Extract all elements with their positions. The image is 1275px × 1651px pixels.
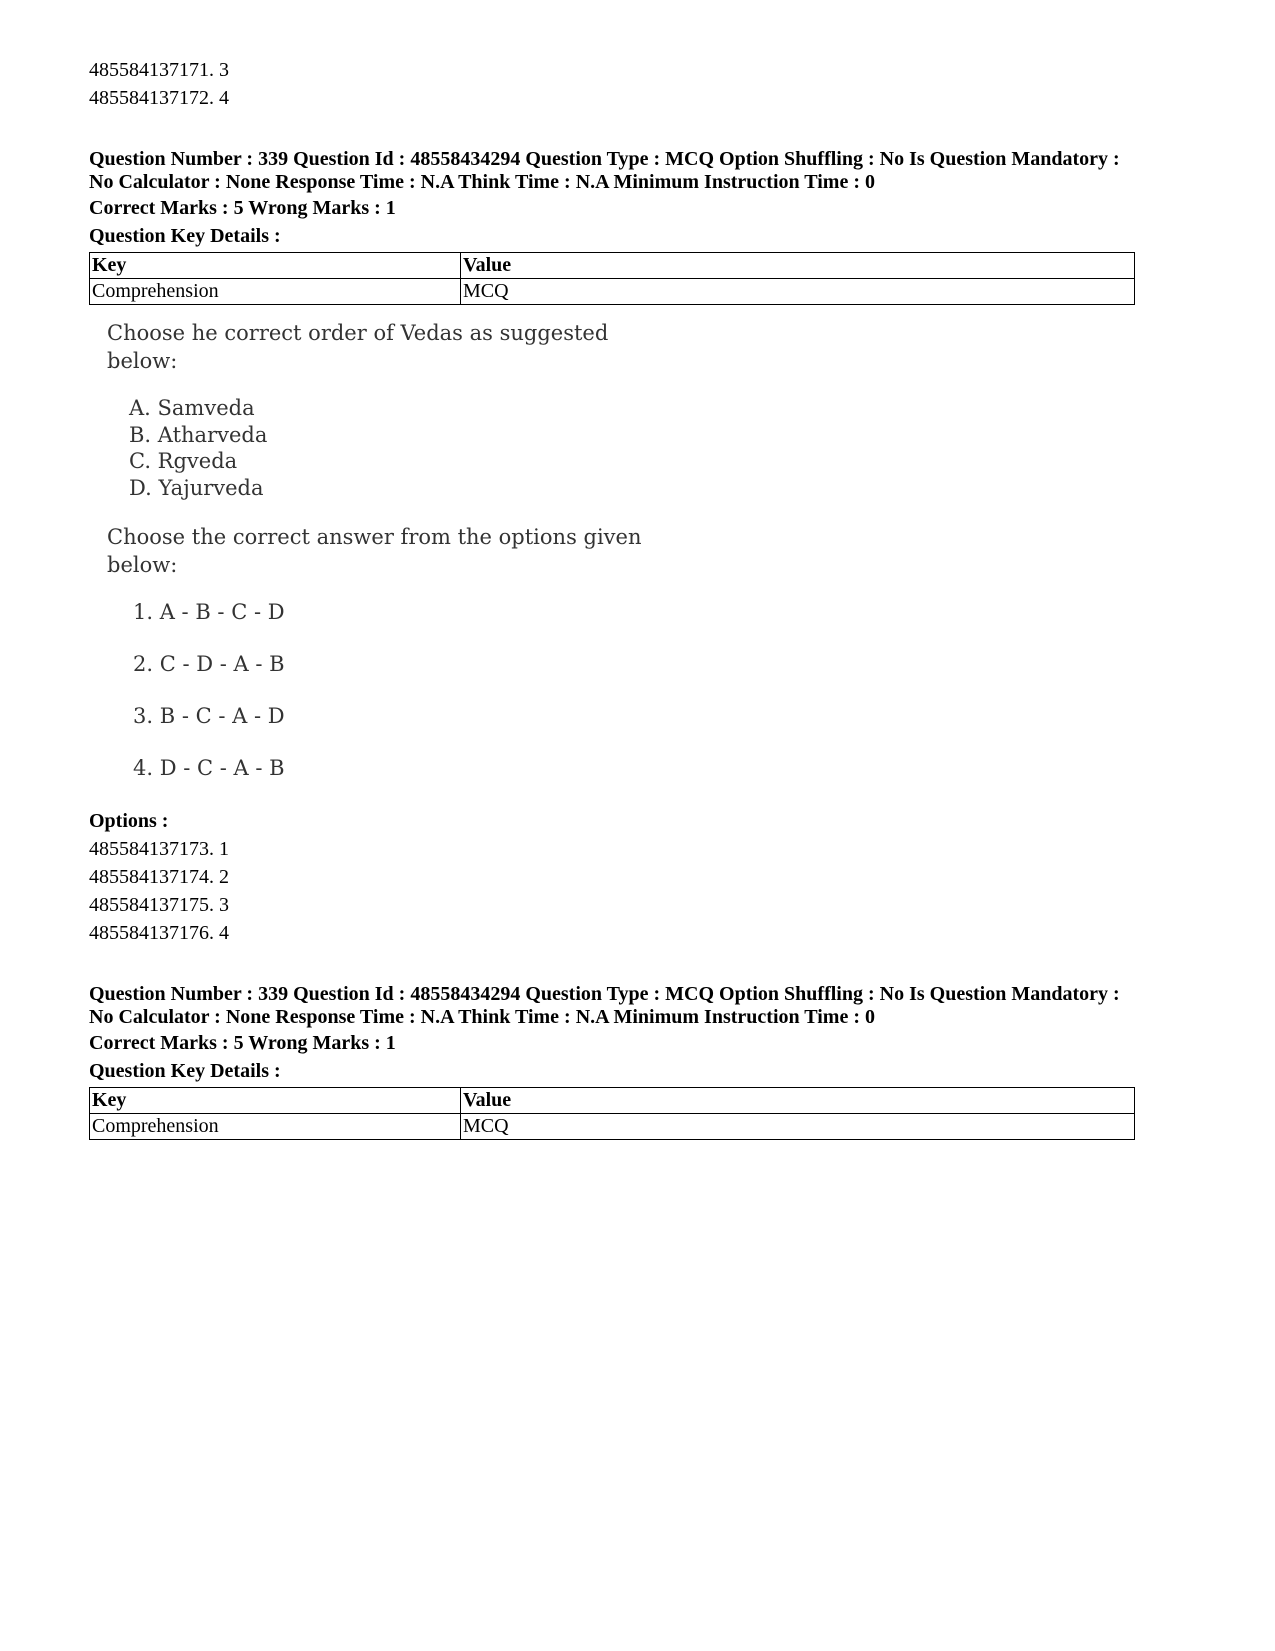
answer-choice: 3. B - C - A - D — [133, 704, 285, 728]
question-block — [89, 148, 1135, 947]
table-cell-value: MCQ — [461, 1114, 1135, 1140]
question-item: C. Rgveda — [129, 449, 238, 473]
question-items — [129, 395, 667, 501]
answer-choices — [133, 597, 667, 805]
table-cell-value: MCQ — [461, 279, 1135, 305]
key-details-table — [89, 252, 1135, 305]
answer-choice: 1. A - B - C - D — [133, 600, 285, 624]
table-row — [90, 1114, 1135, 1140]
table-row — [90, 279, 1135, 305]
question-header — [89, 983, 1135, 1029]
table-header-row — [90, 253, 1135, 279]
option-line: 485584137173. 1 — [89, 838, 229, 860]
table-header-key: Key — [90, 253, 461, 279]
key-details-table — [89, 1087, 1135, 1140]
question-header-line: Question Number : 339 Question Id : 48558434294 Question Type : MCQ Option Shuffling : No Is Question Mandatory : — [89, 148, 1120, 170]
question-item: A. Samveda — [129, 396, 255, 420]
table-cell-key: Comprehension — [90, 279, 461, 305]
document-page — [89, 56, 1135, 1140]
question-block — [89, 983, 1135, 1140]
table-header-value: Value — [461, 1088, 1135, 1114]
question-item: B. Atharveda — [129, 422, 268, 447]
option-line: 485584137176. 4 — [89, 922, 229, 944]
question-content-image — [107, 319, 667, 805]
answer-choice: 2. C - D - A - B — [133, 652, 285, 676]
table-header-value: Value — [461, 253, 1135, 279]
prev-option-line: 485584137171. 3 — [89, 59, 229, 81]
question-stem: Choose he correct order of Vedas as suggested below: — [107, 321, 609, 373]
prev-option-line: 485584137172. 4 — [89, 87, 229, 109]
question-header — [89, 148, 1135, 194]
question-item: D. Yajurveda — [129, 475, 264, 500]
key-details-title: Question Key Details : — [89, 225, 281, 247]
question-header-line: No Calculator : None Response Time : N.A Think Time : N.A Minimum Instruction Time : 0 — [89, 171, 875, 193]
question-instruction: Choose the correct answer from the options given below: — [107, 525, 642, 577]
table-header-row — [90, 1088, 1135, 1114]
question-header-line: No Calculator : None Response Time : N.A Think Time : N.A Minimum Instruction Time : 0 — [89, 1006, 875, 1028]
table-cell-key: Comprehension — [90, 1114, 461, 1140]
answer-choice: 4. D - C - A - B — [133, 756, 285, 780]
key-details-title: Question Key Details : — [89, 1060, 281, 1082]
question-header-line: Question Number : 339 Question Id : 48558434294 Question Type : MCQ Option Shuffling : No Is Question Mandatory : — [89, 983, 1120, 1005]
option-line: 485584137175. 3 — [89, 894, 229, 916]
table-header-key: Key — [90, 1088, 461, 1114]
marks-line: Correct Marks : 5 Wrong Marks : 1 — [89, 1032, 396, 1054]
marks-line: Correct Marks : 5 Wrong Marks : 1 — [89, 197, 396, 219]
options-title: Options : — [89, 810, 169, 832]
option-line: 485584137174. 2 — [89, 866, 229, 888]
